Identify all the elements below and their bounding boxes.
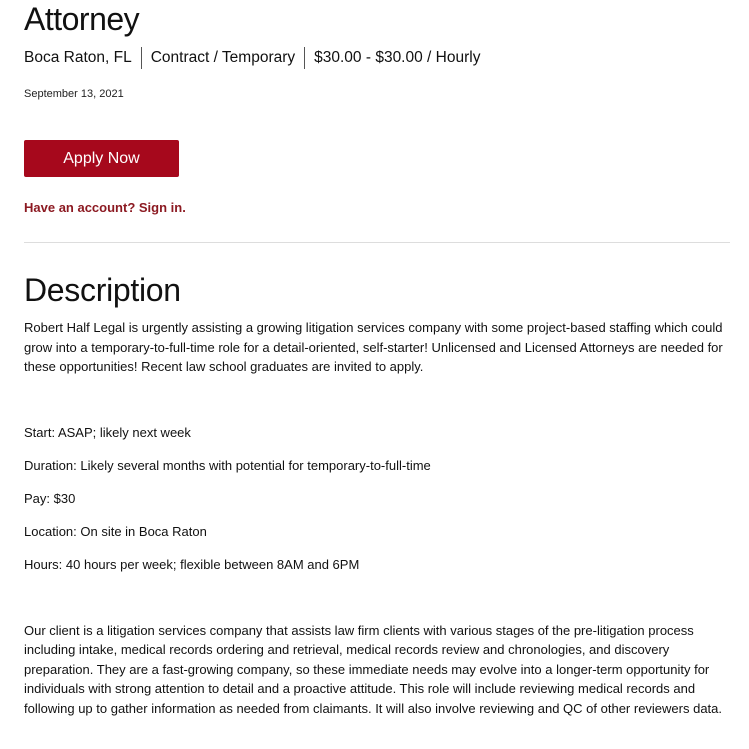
job-type: Contract / Temporary: [150, 49, 296, 66]
detail-hours: Hours: 40 hours per week; flexible between 8AM and 6PM: [24, 556, 360, 572]
description-heading: Description: [24, 272, 181, 308]
detail-location: Location: On site in Boca Raton: [24, 523, 207, 539]
divider: [24, 242, 730, 243]
posted-date: September 13, 2021: [24, 88, 124, 100]
job-location: Boca Raton, FL: [24, 49, 132, 66]
description-intro: Robert Half Legal is urgently assisting a growing litigation services company with some project-based staffing which could grow into a temporary-to-full-time role for a detail-oriented, self-starter! Unlicensed and Licensed Attorneys are needed for these opportunities! Recent law school graduates are invited to apply.: [24, 320, 723, 374]
job-meta: [24, 47, 480, 69]
job-title: Attorney: [24, 1, 140, 37]
apply-now-button[interactable]: Apply Now: [24, 140, 179, 177]
divider: [304, 47, 305, 69]
description-client: Our client is a litigation services company that assists law firm clients with various stages of the pre-litigation process including intake, medical records ordering and retrieval, medical records review and chronologies, and discovery preparation. They are a fast-growing company, so these immediate needs may evolve into a longer-term opportunity for individuals with strong attention to detail and a proactive attitude. This role will include reviewing medical records and following up to gather information as needed from claimants. It will also involve reviewing and QC of other reviewers data.: [24, 622, 723, 716]
detail-pay: Pay: $30: [24, 490, 76, 506]
job-pay: $30.00 - $30.00 / Hourly: [314, 49, 481, 66]
divider: [141, 47, 142, 69]
sign-in-link[interactable]: Have an account? Sign in.: [24, 200, 186, 215]
description-body: [24, 318, 736, 718]
detail-start: Start: ASAP; likely next week: [24, 424, 191, 440]
detail-duration: Duration: Likely several months with potential for temporary-to-full-time: [24, 457, 431, 473]
